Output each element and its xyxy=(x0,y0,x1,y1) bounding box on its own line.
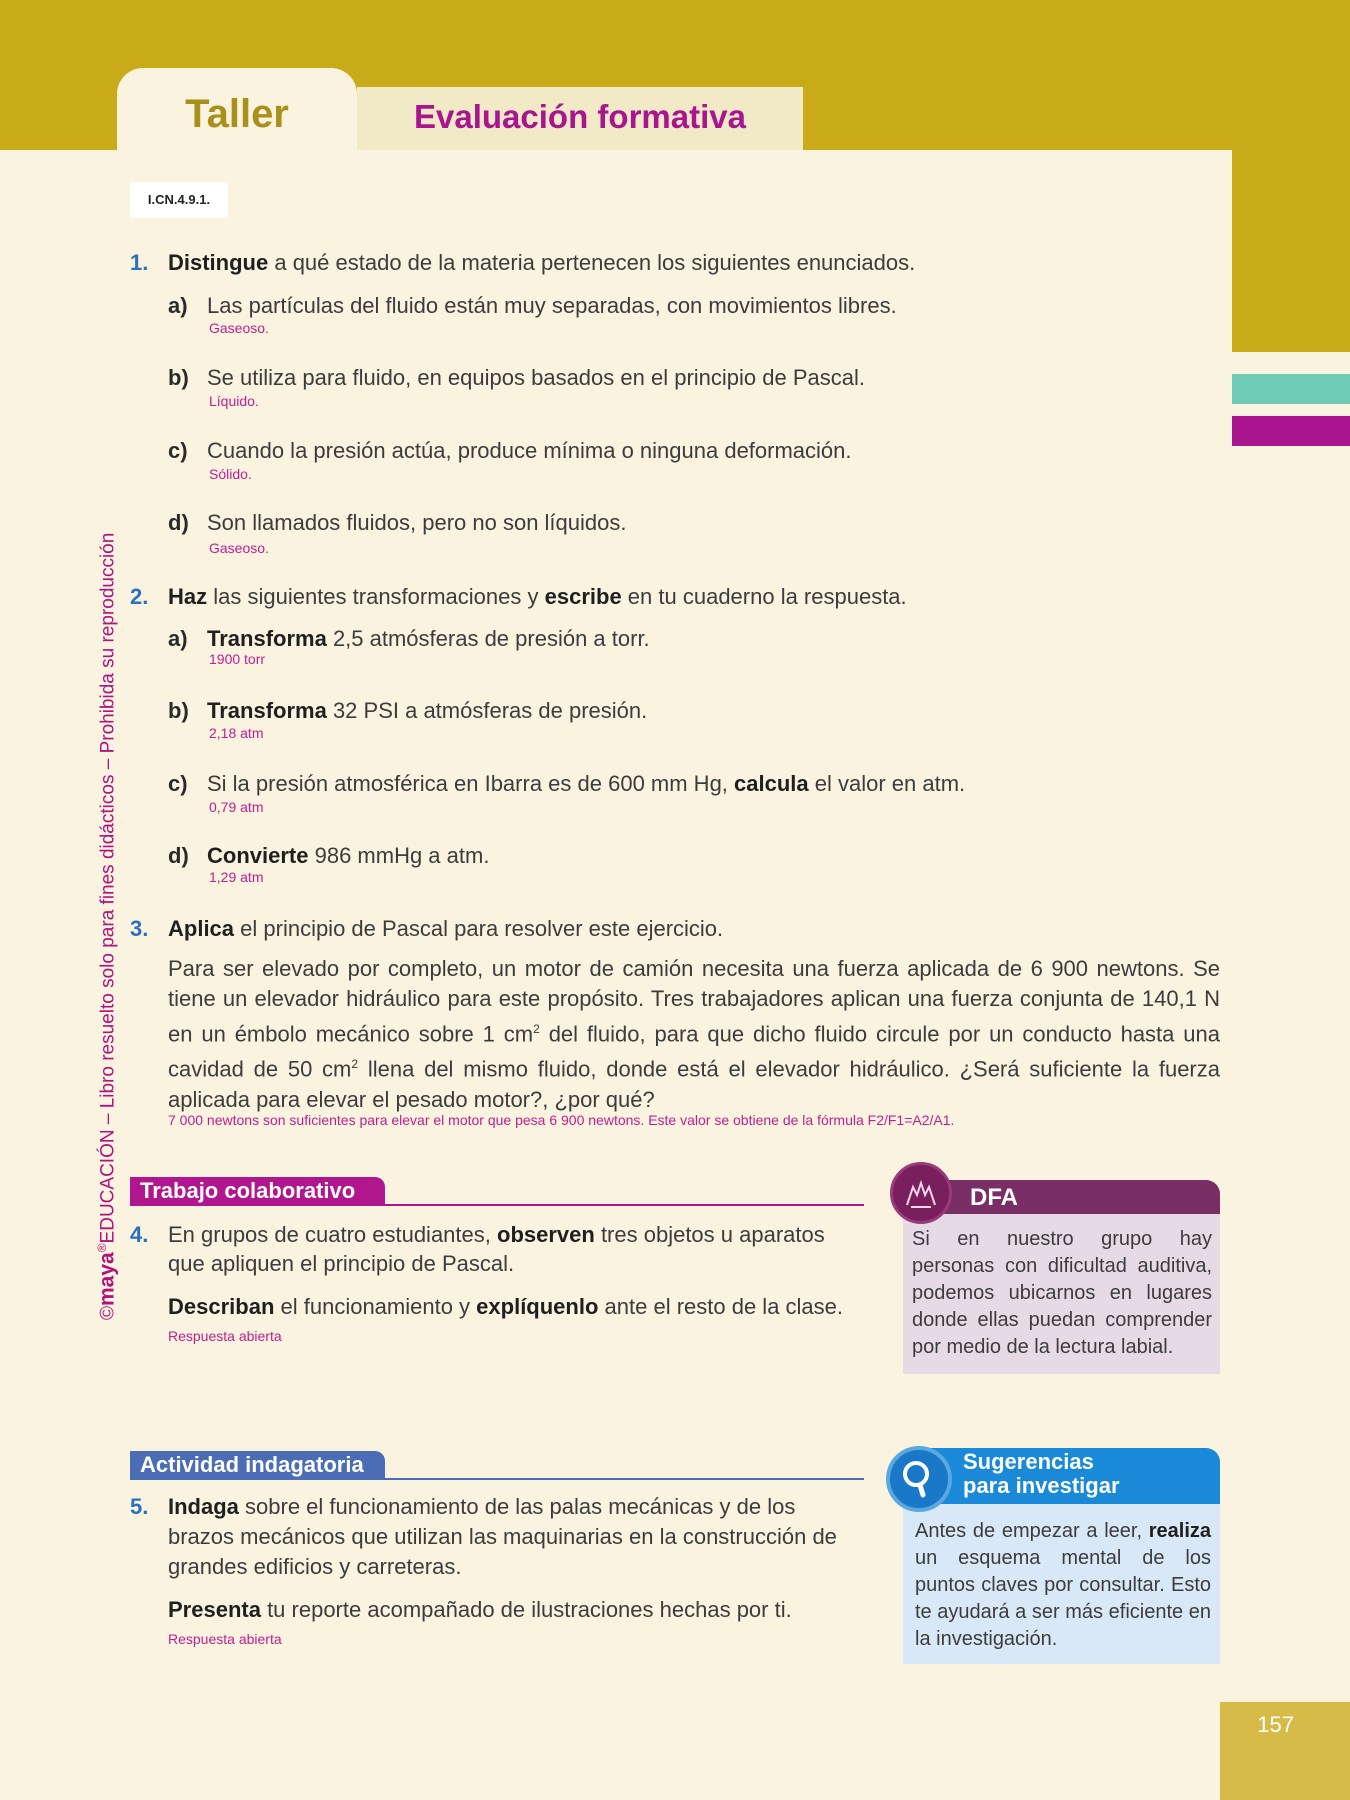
q1-text xyxy=(168,250,915,276)
q5-answer: Respuesta abierta xyxy=(168,1631,282,1647)
indag-section-title: Actividad indagatoria xyxy=(130,1451,385,1479)
q1a-answer: Gaseoso. xyxy=(209,320,269,336)
collab-divider xyxy=(130,1204,864,1206)
q4-line1 xyxy=(168,1222,825,1248)
sug-text-post: un esquema mental de los puntos claves por consultar. Esto te ayudará a ser más eficiente en la investigación. xyxy=(915,1547,1211,1650)
q3-answer: 7 000 newtons son suficientes para elevar el motor que pesa 6 900 newtons. Este valor se obtiene de la fórmula F2/F1=A2/A1. xyxy=(168,1112,955,1128)
q5-verb-indaga: Indaga xyxy=(168,1494,239,1519)
q2c-verb: calcula xyxy=(734,771,809,796)
q2b-verb: Transforma xyxy=(207,698,327,723)
q1-rest: a qué estado de la materia pertenecen los siguientes enunciados. xyxy=(268,250,916,275)
q4-line3-mid: el funcionamiento y xyxy=(274,1294,477,1319)
q5-number: 5. xyxy=(130,1494,149,1519)
q2-verb2: escribe xyxy=(544,584,622,609)
q5-line4 xyxy=(168,1597,792,1623)
q2b-rest: 32 PSI a atmósferas de presión. xyxy=(326,698,648,723)
q1b-text: Se utiliza para fluido, en equipos basados en el principio de Pascal. xyxy=(207,365,865,390)
q1c-text: Cuando la presión actúa, produce mínima o ninguna deformación. xyxy=(207,438,852,463)
q2a-text xyxy=(207,626,650,652)
q5-line1-post: sobre el funcionamiento de las palas mecánicas y de los xyxy=(238,1494,796,1519)
q1b-letter: b) xyxy=(168,365,189,390)
q4-line1-pre: En grupos de cuatro estudiantes, xyxy=(168,1222,497,1247)
brand-logo-text: maya xyxy=(95,1252,119,1306)
q5-line4-post: tu reporte acompañado de ilustraciones hechas por ti. xyxy=(260,1597,792,1622)
sugerencias-title-line2: para investigar xyxy=(963,1473,1120,1498)
q2c-answer: 0,79 atm xyxy=(209,799,264,815)
side-text-rest: EDUCACIÓN – Libro resuelto solo para fines didácticos – Prohibida su reproducción xyxy=(97,532,119,1244)
q4-verb-expliquenlo: explíquenlo xyxy=(476,1294,599,1319)
q2a-answer: 1900 torr xyxy=(209,651,266,667)
q2c-letter: c) xyxy=(168,771,188,796)
q5-line3: grandes edificios y carreteras. xyxy=(168,1554,462,1579)
q2a-rest: 2,5 atmósferas de presión a torr. xyxy=(326,626,650,651)
q2c-rest: el valor en atm. xyxy=(808,771,966,796)
q4-line3 xyxy=(168,1294,843,1320)
magenta-tab-marker xyxy=(1232,416,1350,446)
q3-para-part3: llena del mismo fluido, donde está el elevador hidráulico. ¿Será suficiente la fuerza aplicada para elevar el pesado motor?, ¿por qué? xyxy=(168,1056,1220,1112)
collab-section-title: Trabajo colaborativo xyxy=(130,1177,385,1205)
q1c-answer: Sólido. xyxy=(209,466,252,482)
q3-rest: el principio de Pascal para resolver este ejercicio. xyxy=(234,916,724,941)
q1d-text: Son llamados fluidos, pero no son líquidos. xyxy=(207,510,627,535)
q5-line2: brazos mecánicos que utilizan las maquinarias en la construcción de xyxy=(168,1524,837,1549)
dfa-title: DFA xyxy=(970,1184,1018,1211)
q2b-letter: b) xyxy=(168,698,189,723)
q3-verb: Aplica xyxy=(168,916,235,941)
q1-verb: Distingue xyxy=(168,250,269,275)
copyright-symbol: © xyxy=(97,1306,119,1320)
q3-sup1: 2 xyxy=(533,1022,540,1036)
evaluacion-title: Evaluación formativa xyxy=(414,98,746,135)
q1d-letter: d) xyxy=(168,510,189,535)
q2c-pre: Si la presión atmosférica en Ibarra es de 600 mm Hg, xyxy=(207,771,735,796)
q3-para-part1: Para ser elevado por completo, un motor de camión necesita una fuerza aplicada de 6 900 newtons. Se tiene un elevador hidráulico para este propósito. Tres trabajadores aplican una fuerza conjunta de 140,1 N en un émbolo mecánico sobre 1 cm xyxy=(168,956,1220,1047)
q3-para-part2: del fluido, para que dicho fluido circule por un conducto hasta una cavidad de 50 cm xyxy=(168,1021,1220,1082)
q4-verb-describan: Describan xyxy=(168,1294,275,1319)
q1a-letter: a) xyxy=(168,293,188,318)
q2-text2: en tu cuaderno la respuesta. xyxy=(621,584,907,609)
q3-text xyxy=(168,916,723,942)
magnifier-icon xyxy=(886,1446,952,1512)
q4-verb-observen: observen xyxy=(497,1222,595,1247)
registered-symbol: ® xyxy=(95,1243,109,1253)
sugerencias-text xyxy=(915,1518,1211,1653)
q4-line2: que apliquen el principio de Pascal. xyxy=(168,1251,515,1276)
q2d-answer: 1,29 atm xyxy=(209,869,264,885)
q2d-rest: 986 mmHg a atm. xyxy=(308,843,490,868)
q1-number: 1. xyxy=(130,250,149,275)
q4-answer: Respuesta abierta xyxy=(168,1328,282,1344)
sug-text-pre: Antes de empezar a leer, xyxy=(915,1520,1149,1542)
q2d-verb: Convierte xyxy=(207,843,309,868)
sugerencias-title xyxy=(963,1450,1120,1498)
q2-text xyxy=(168,584,907,610)
sugerencias-title-line1: Sugerencias xyxy=(963,1449,1094,1474)
right-band xyxy=(1232,0,1350,352)
q2-number: 2. xyxy=(130,584,149,609)
q1d-answer: Gaseoso. xyxy=(209,540,269,556)
q2-verb1: Haz xyxy=(168,584,208,609)
q1a-text: Las partículas del fluido están muy separadas, con movimientos libres. xyxy=(207,293,897,318)
indicator-code: I.CN.4.9.1. xyxy=(130,182,228,218)
q1c-letter: c) xyxy=(168,438,188,463)
side-copyright-text xyxy=(95,533,119,1320)
q2-text1: las siguientes transformaciones y xyxy=(207,584,545,609)
q2c-text xyxy=(207,771,965,797)
q2b-answer: 2,18 atm xyxy=(209,725,264,741)
q2a-verb: Transforma xyxy=(207,626,327,651)
taller-title: Taller xyxy=(185,92,289,136)
sug-verb-realiza: realiza xyxy=(1148,1520,1211,1542)
q3-number: 3. xyxy=(130,916,149,941)
dfa-text: Si en nuestro grupo hay personas con dificultad auditiva, podemos ubicarnos en lugares donde ellas puedan comprender por medio de la lectura labial. xyxy=(912,1228,1212,1358)
hands-icon xyxy=(890,1162,952,1224)
q3-problem-paragraph xyxy=(168,954,1220,1115)
q2d-letter: d) xyxy=(168,843,189,868)
q2d-text xyxy=(207,843,489,869)
q4-line1-post: tres objetos u aparatos xyxy=(594,1222,825,1247)
teal-tab-marker xyxy=(1232,374,1350,404)
indag-divider xyxy=(130,1478,864,1480)
q5-verb-presenta: Presenta xyxy=(168,1597,261,1622)
page-number: 157 xyxy=(1257,1712,1294,1737)
q2b-text xyxy=(207,698,647,724)
q1b-answer: Líquido. xyxy=(209,393,259,409)
q5-line1 xyxy=(168,1494,795,1520)
q4-number: 4. xyxy=(130,1222,149,1247)
q3-sup2: 2 xyxy=(351,1057,359,1072)
q4-line3-post: ante el resto de la clase. xyxy=(598,1294,844,1319)
q2a-letter: a) xyxy=(168,626,188,651)
